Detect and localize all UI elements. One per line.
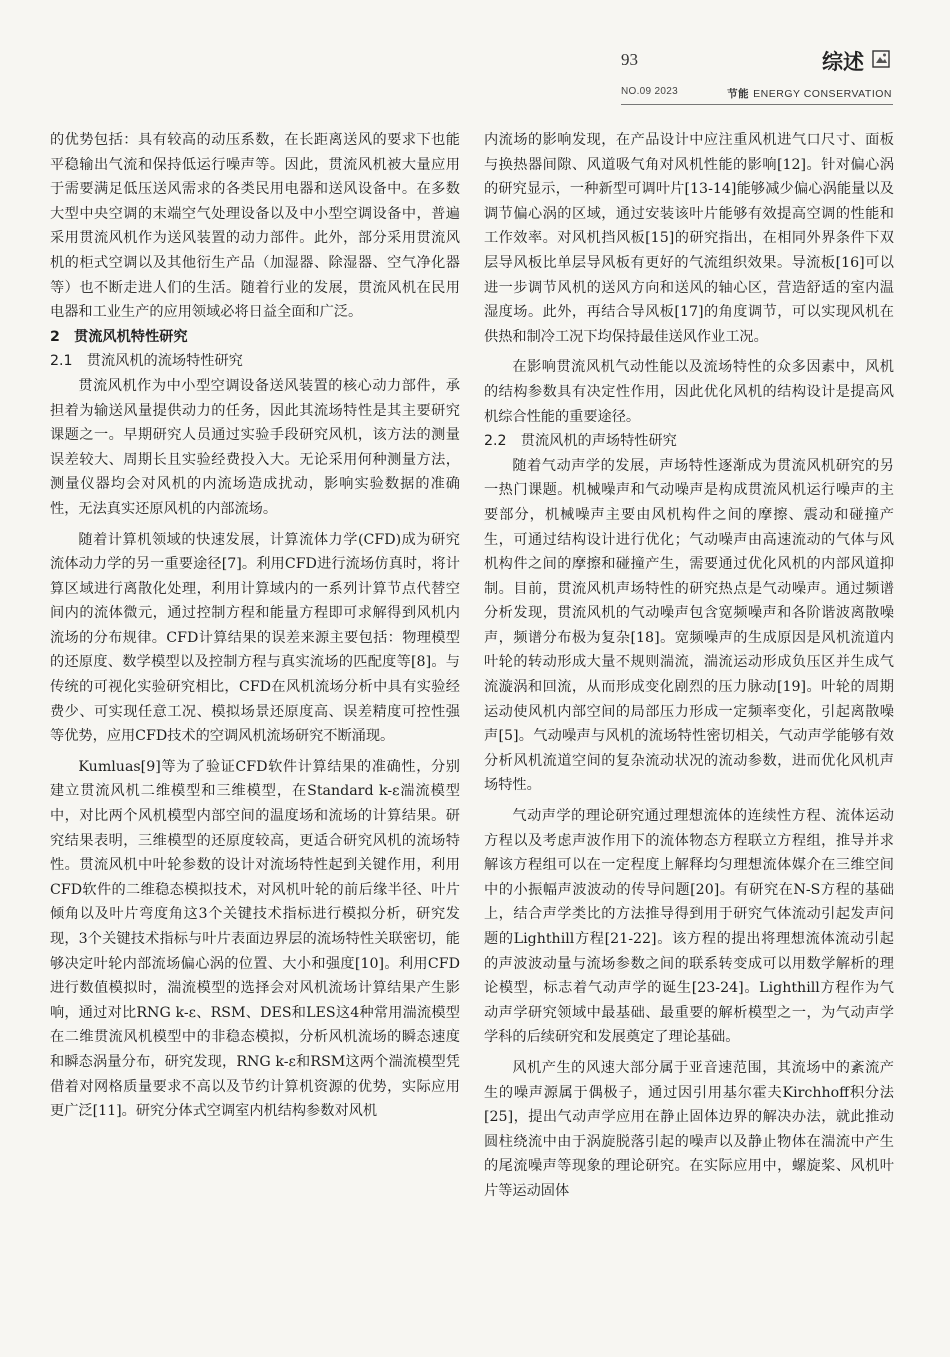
right-column: [484, 128, 894, 1204]
subsection-heading: 2.2 贯流风机的声场特性研究: [484, 433, 677, 450]
document-icon: [872, 50, 890, 68]
left-column: [50, 128, 460, 1124]
section-label: 综述: [822, 50, 864, 74]
page-header: [0, 0, 950, 110]
paragraph: 随着计算机领域的快速发展，计算流体力学(CFD)成为研究流体动力学的另一重要途径[7]。利用CFD进行流场仿真时，将计算区域进行离散化处理，利用计算域内的一系列计算节点代替空间内的流体微元，通过控制方程和能量方程即可求解得到风机内流场的分布规律。CFD计算结果的误差来源主要包括：物理模型的还原度、数学模型以及控制方程与真实流场的匹配度等[8]。与传统的可视化实验研究相比，CFD在风机流场分析中具有实验经费少、可实现任意工况、模拟场景还原度高、误差精度可控性强等优势，应用CFD技术的空调风机流场研究不断涌现。: [50, 531, 460, 745]
paragraph: 贯流风机作为中小型空调设备送风装置的核心动力部件，承担着为输送风量提供动力的任务，因此其流场特性是其主要研究课题之一。早期研究人员通过实验手段研究风机，该方法的测量误差较大、周期长且实验经费投入大。无论采用何种测量方法，测量仪器均会对风机的内流场造成扰动，影响实验数据的准确性，无法真实还原风机的内部流场。: [50, 377, 460, 517]
journal-name-en: ENERGY CONSERVATION: [753, 88, 892, 100]
issue-label: NO.09 2023: [621, 86, 678, 97]
header-rule: [621, 104, 893, 105]
paragraph: 在影响贯流风机气动性能以及流场特性的众多因素中，风机的结构参数具有决定性作用，因此优化风机的结构设计是提高风机综合性能的重要途径。: [484, 359, 894, 425]
journal-name-cn: 节能: [727, 88, 750, 100]
page-number: 93: [621, 50, 638, 69]
paragraph: 气动声学的理论研究通过理想流体的连续性方程、流体运动方程以及考虑声波作用下的流体物态方程联立方程组，推导并求解该方程组可以在一定程度上解释均匀理想流体媒介在三维空间中的小振幅声波波动的传导问题[20]。有研究在N-S方程的基础上，结合声学类比的方法推导得到用于研究气体流动引起发声问题的Lighthill方程[21-22]。该方程的提出将理想流体流动引起的声波波动量与流场参数之间的联系转变成可以用数学解析的理论模型，标志着气动声学的诞生[23-24]。Lighthill方程作为气动声学研究领域中最基础、最重要的解析模型之一，为气动声学学科的后续研究和发展奠定了理论基础。: [484, 808, 894, 1046]
journal-name: [727, 86, 892, 101]
paragraph: 风机产生的风速大部分属于亚音速范围，其流场中的紊流产生的噪声源属于偶极子，通过因引用基尔霍夫Kirchhoff积分法[25]，提出气动声学应用在静止固体边界的解决办法，就此推动圆柱绕流中由于涡旋脱落引起的噪声以及静止物体在湍流中产生的尾流噪声等现象的理论研究。在实际应用中，螺旋桨、风机叶片等运动固体: [484, 1059, 894, 1199]
paragraph: 的优势包括：具有较高的动压系数，在长距离送风的要求下也能平稳输出气流和保持低运行噪声等。因此，贯流风机被大量应用于需要满足低压送风需求的各类民用电器和送风设备中。在多数大型中央空调的末端空气处理设备以及中小型空调设备中，普遍采用贯流风机作为送风装置的动力部件。此外，部分采用贯流风机的柜式空调以及其他衍生产品（加湿器、除湿器、空气净化器等）也不断走进人们的生活。随着行业的发展，贯流风机在民用电器和工业生产的应用领域必将日益全面和广泛。: [50, 132, 460, 321]
paragraph: 内流场的影响发现，在产品设计中应注重风机进气口尺寸、面板与换热器间隙、风道吸气角对风机性能的影响[12]。针对偏心涡的研究显示，一种新型可调叶片[13-14]能够减少偏心涡能量以及调节偏心涡的区域，通过安装该叶片能够有效提高空调的性能和工作效率。对风机挡风板[15]的研究指出，在相同外界条件下双层导风板比单层导风板有更好的气流组织效果。导流板[16]可以进一步调节风机的送风方向和送风的轴心区，营造舒适的室内温湿度场。此外，再结合导风板[17]的角度调节，可以实现风机在供热和制冷工况下均保持最佳送风作业工况。: [484, 132, 894, 345]
section-heading: 2 贯流风机特性研究: [50, 328, 188, 345]
paragraph: 随着气动声学的发展，声场特性逐渐成为贯流风机研究的另一热门课题。机械噪声和气动噪声是构成贯流风机运行噪声的主要部分，机械噪声主要由风机构件之间的摩擦、震动和碰撞产生，可通过结构设计进行优化；气动噪声由高速流动的气体与风机构件之间的摩擦和碰撞产生，需要通过优化风机的内部风道抑制。目前，贯流风机声场特性的研究热点是气动噪声。通过频谱分析发现，贯流风机的气动噪声包含宽频噪声和各阶谐波离散噪声，频谱分布极为复杂[18]。宽频噪声的生成原因是风机流道内叶轮的转动形成大量不规则湍流，湍流运动形成负压区并生成气流漩涡和回流，从而形成变化剧烈的压力脉动[19]。叶轮的周期运动使风机内部空间的局部压力形成一定频率变化，引起离散噪声[5]。气动噪声与风机的流场特性密切相关，气动声学能够有效分析风机流道空间的复杂流动状况的流动参数，进而优化风机声场特性。: [484, 457, 894, 794]
paragraph: Kumluas[9]等为了验证CFD软件计算结果的准确性，分别建立贯流风机二维模型和三维模型，在Standard k-ε湍流模型中，对比两个风机模型内部空间的温度场和流场的计算结果。研究结果表明，三维模型的还原度较高，更适合研究风机的流场特性。贯流风机中叶轮参数的设计对流场特性起到关键作用，利用CFD软件的二维稳态模拟技术，对风机叶轮的前后缘半径、叶片倾角以及叶片弯度角这3个关键技术指标进行模拟分析，研究发现，3个关键技术指标与叶片表面边界层的流场特性关联密切，能够决定叶轮内部流场偏心涡的位置、大小和强度[10]。利用CFD进行数值模拟时，湍流模型的选择会对风机流场计算结果产生影响，通过对比RNG k-ε、RSM、DES和LES这4种常用湍流模型在二维贯流风机模型中的非稳态模拟，分析风机流场的瞬态速度和瞬态涡量分布，研究发现，RNG k-ε和RSM这两个湍流模型凭借着对网格质量要求不高以及节约计算机资源的优势，实际应用更广泛[11]。研究分体式空调室内机结构参数对风机: [50, 758, 460, 1120]
subsection-heading: 2.1 贯流风机的流场特性研究: [50, 353, 243, 370]
